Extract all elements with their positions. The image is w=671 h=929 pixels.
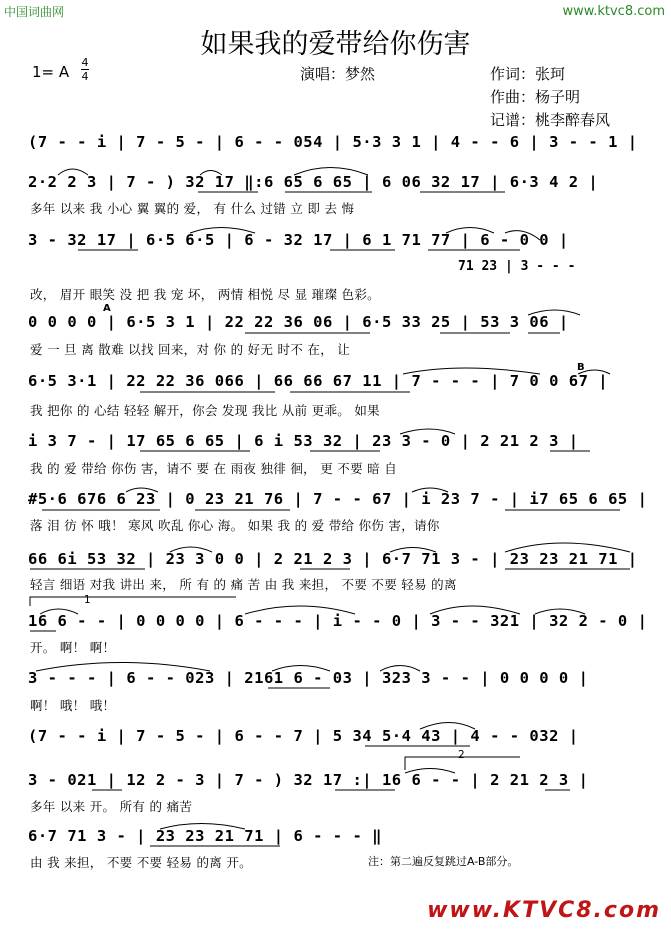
score-line-notes: 2·2 2 3 | 7 - ) 32 17 ‖:6 65 6 65 | 6 06 32 17 | 6·3 4 2 | — [28, 173, 599, 191]
score-line-lyric: 我 把你 的 心结 轻轻 解开，你会 发现 我比 从前 更乖。 如果 — [30, 403, 380, 418]
score-line-notes: i 3 7 - | 17 65 6 65 | 6 i 53 32 | 23 3 - 0 | 2 21 2 3 | — [28, 432, 579, 450]
score-line-lyric: 爱 一 旦 离 散难 以找 回来，对 你 的 好无 时不 在， 让 — [30, 342, 351, 357]
score-line-lyric: 我 的 爱 带给 你伤 害，请不 要 在 雨夜 独徘 徊， 更 不要 暗 自 — [30, 461, 398, 476]
score-line-notes: 3 - - - | 6 - - 023 | 2161 6 - 03 | 323 3 - - | 0 0 0 0 | — [28, 669, 589, 687]
song-title: 如果我的爱带给你伤害 — [200, 29, 471, 60]
key-signature: 1= A — [32, 63, 70, 81]
score-line-lyric: 开。 啊！ 啊！ — [30, 640, 116, 655]
score-line-lyric: 改， 眉开 眼笑 没 把 我 宠 坏， 两情 相悦 尽 显 璀璨 色彩。 — [30, 287, 380, 302]
slur — [170, 547, 212, 552]
slur — [535, 609, 585, 614]
slur — [446, 228, 494, 234]
lyricist-credit: 作词：张珂 — [490, 65, 566, 83]
segment-mark-a: A — [103, 303, 111, 314]
slur — [245, 606, 355, 614]
slur — [40, 609, 78, 614]
score-extra-notes: 71 23 | 3 - - - — [458, 259, 576, 274]
watermark-left: 中国词曲网 — [4, 5, 65, 19]
slur — [272, 666, 330, 672]
slur — [380, 666, 420, 672]
time-signature-bottom: 4 — [81, 70, 89, 83]
score-line-notes: 66 6i 53 32 | 23 3 0 0 | 2 21 2 3 | 6·7 71 3 - | 23 23 21 71 | — [28, 550, 638, 568]
slur — [200, 171, 222, 176]
slur — [420, 723, 475, 730]
footer-logo[interactable]: www.KTVC8.com — [427, 898, 661, 923]
score-line-notes: 6·7 71 3 - | 23 23 21 71 | 6 - - - ‖ — [28, 827, 382, 845]
slur — [294, 168, 368, 176]
slur — [412, 488, 448, 492]
slur — [505, 231, 540, 240]
volta-1-number: 1 — [84, 594, 91, 606]
score-line-notes: 0 0 0 0 | 6·5 3 1 | 22 22 36 06 | 6·5 33 25 | 53 3 06 | — [28, 313, 569, 331]
score-line-notes: (7 - - i | 7 - 5 - | 6 - - 7 | 5 34 5·4 43 | 4 - - 032 | — [28, 727, 579, 745]
transcriber-credit: 记谱：桃李醉春风 — [490, 111, 611, 129]
slur — [400, 429, 455, 434]
score-line-notes: 3 - 32 17 | 6·5 6·5 | 6 - 32 17 | 6 1 71 77 | 6 - 0 0 | — [28, 231, 569, 249]
score-line-notes: 3 - 021 | 12 2 - 3 | 7 - ) 32 17 :| 16 6 - - | 2 21 2 3 | — [28, 771, 589, 789]
slur — [578, 370, 610, 374]
score-line-notes: (7 - - i | 7 - 5 - | 6 - - 054 | 5·3 3 1 | 4 - - 6 | 3 - - 1 | — [28, 133, 638, 151]
slur — [405, 769, 455, 774]
slur — [430, 606, 520, 614]
composer-credit: 作曲：杨子明 — [490, 88, 581, 106]
score-line-lyric: 多年 以来 我 小心 翼 翼的 爱， 有 什么 过错 立 即 去 悔 — [30, 201, 355, 216]
watermark-right[interactable]: www.ktvc8.com — [562, 4, 665, 19]
score-line-notes: #5·6 676 6 23 | 0 23 21 76 | 7 - - 67 | i 23 7 - | i7 65 6 65 | — [28, 490, 648, 508]
score-line-lyric: 啊！ 哦！ 哦！ — [30, 698, 116, 713]
score-line-lyric: 由 我 来担， 不要 不要 轻易 的离 开。 — [30, 855, 252, 870]
score-line-lyric: 轻言 细语 对我 讲出 来， 所 有 的 痛 苦 由 我 来担， 不要 不要 轻易 的离 — [30, 577, 457, 592]
segment-mark-b: B — [577, 362, 585, 373]
score-line-lyric: 多年 以来 开。 所有 的 痛苦 — [30, 799, 193, 814]
slur — [390, 548, 436, 553]
slur — [403, 368, 540, 374]
slur — [36, 663, 210, 672]
slur — [160, 824, 245, 830]
slur — [528, 310, 580, 315]
slur — [505, 543, 630, 552]
performance-note: 注：第二遍反复跳过A-B部分。 — [368, 855, 519, 868]
score-line-lyric: 落 泪 彷 怀 哦！ 寒风 吹乱 你心 海。 如果 我 的 爱 带给 你伤 害，请你 — [30, 518, 440, 533]
score-line-notes: 16 6 - - | 0 0 0 0 | 6 - - - | i - - 0 | 3 - - 321 | 32 2 - 0 | — [28, 612, 648, 630]
singer-credit: 演唱：梦然 — [300, 65, 376, 83]
slur — [126, 488, 158, 492]
time-signature-top: 4 — [81, 56, 89, 69]
volta-2-bracket — [405, 757, 520, 770]
slur — [58, 169, 88, 175]
volta-1-bracket — [30, 597, 236, 606]
slur — [190, 228, 255, 234]
score-line-notes: 6·5 3·1 | 22 22 36 066 | 66 66 67 11 | 7 - - - | 7 0 0 67 | — [28, 372, 609, 390]
volta-2-number: 2 — [458, 749, 465, 761]
